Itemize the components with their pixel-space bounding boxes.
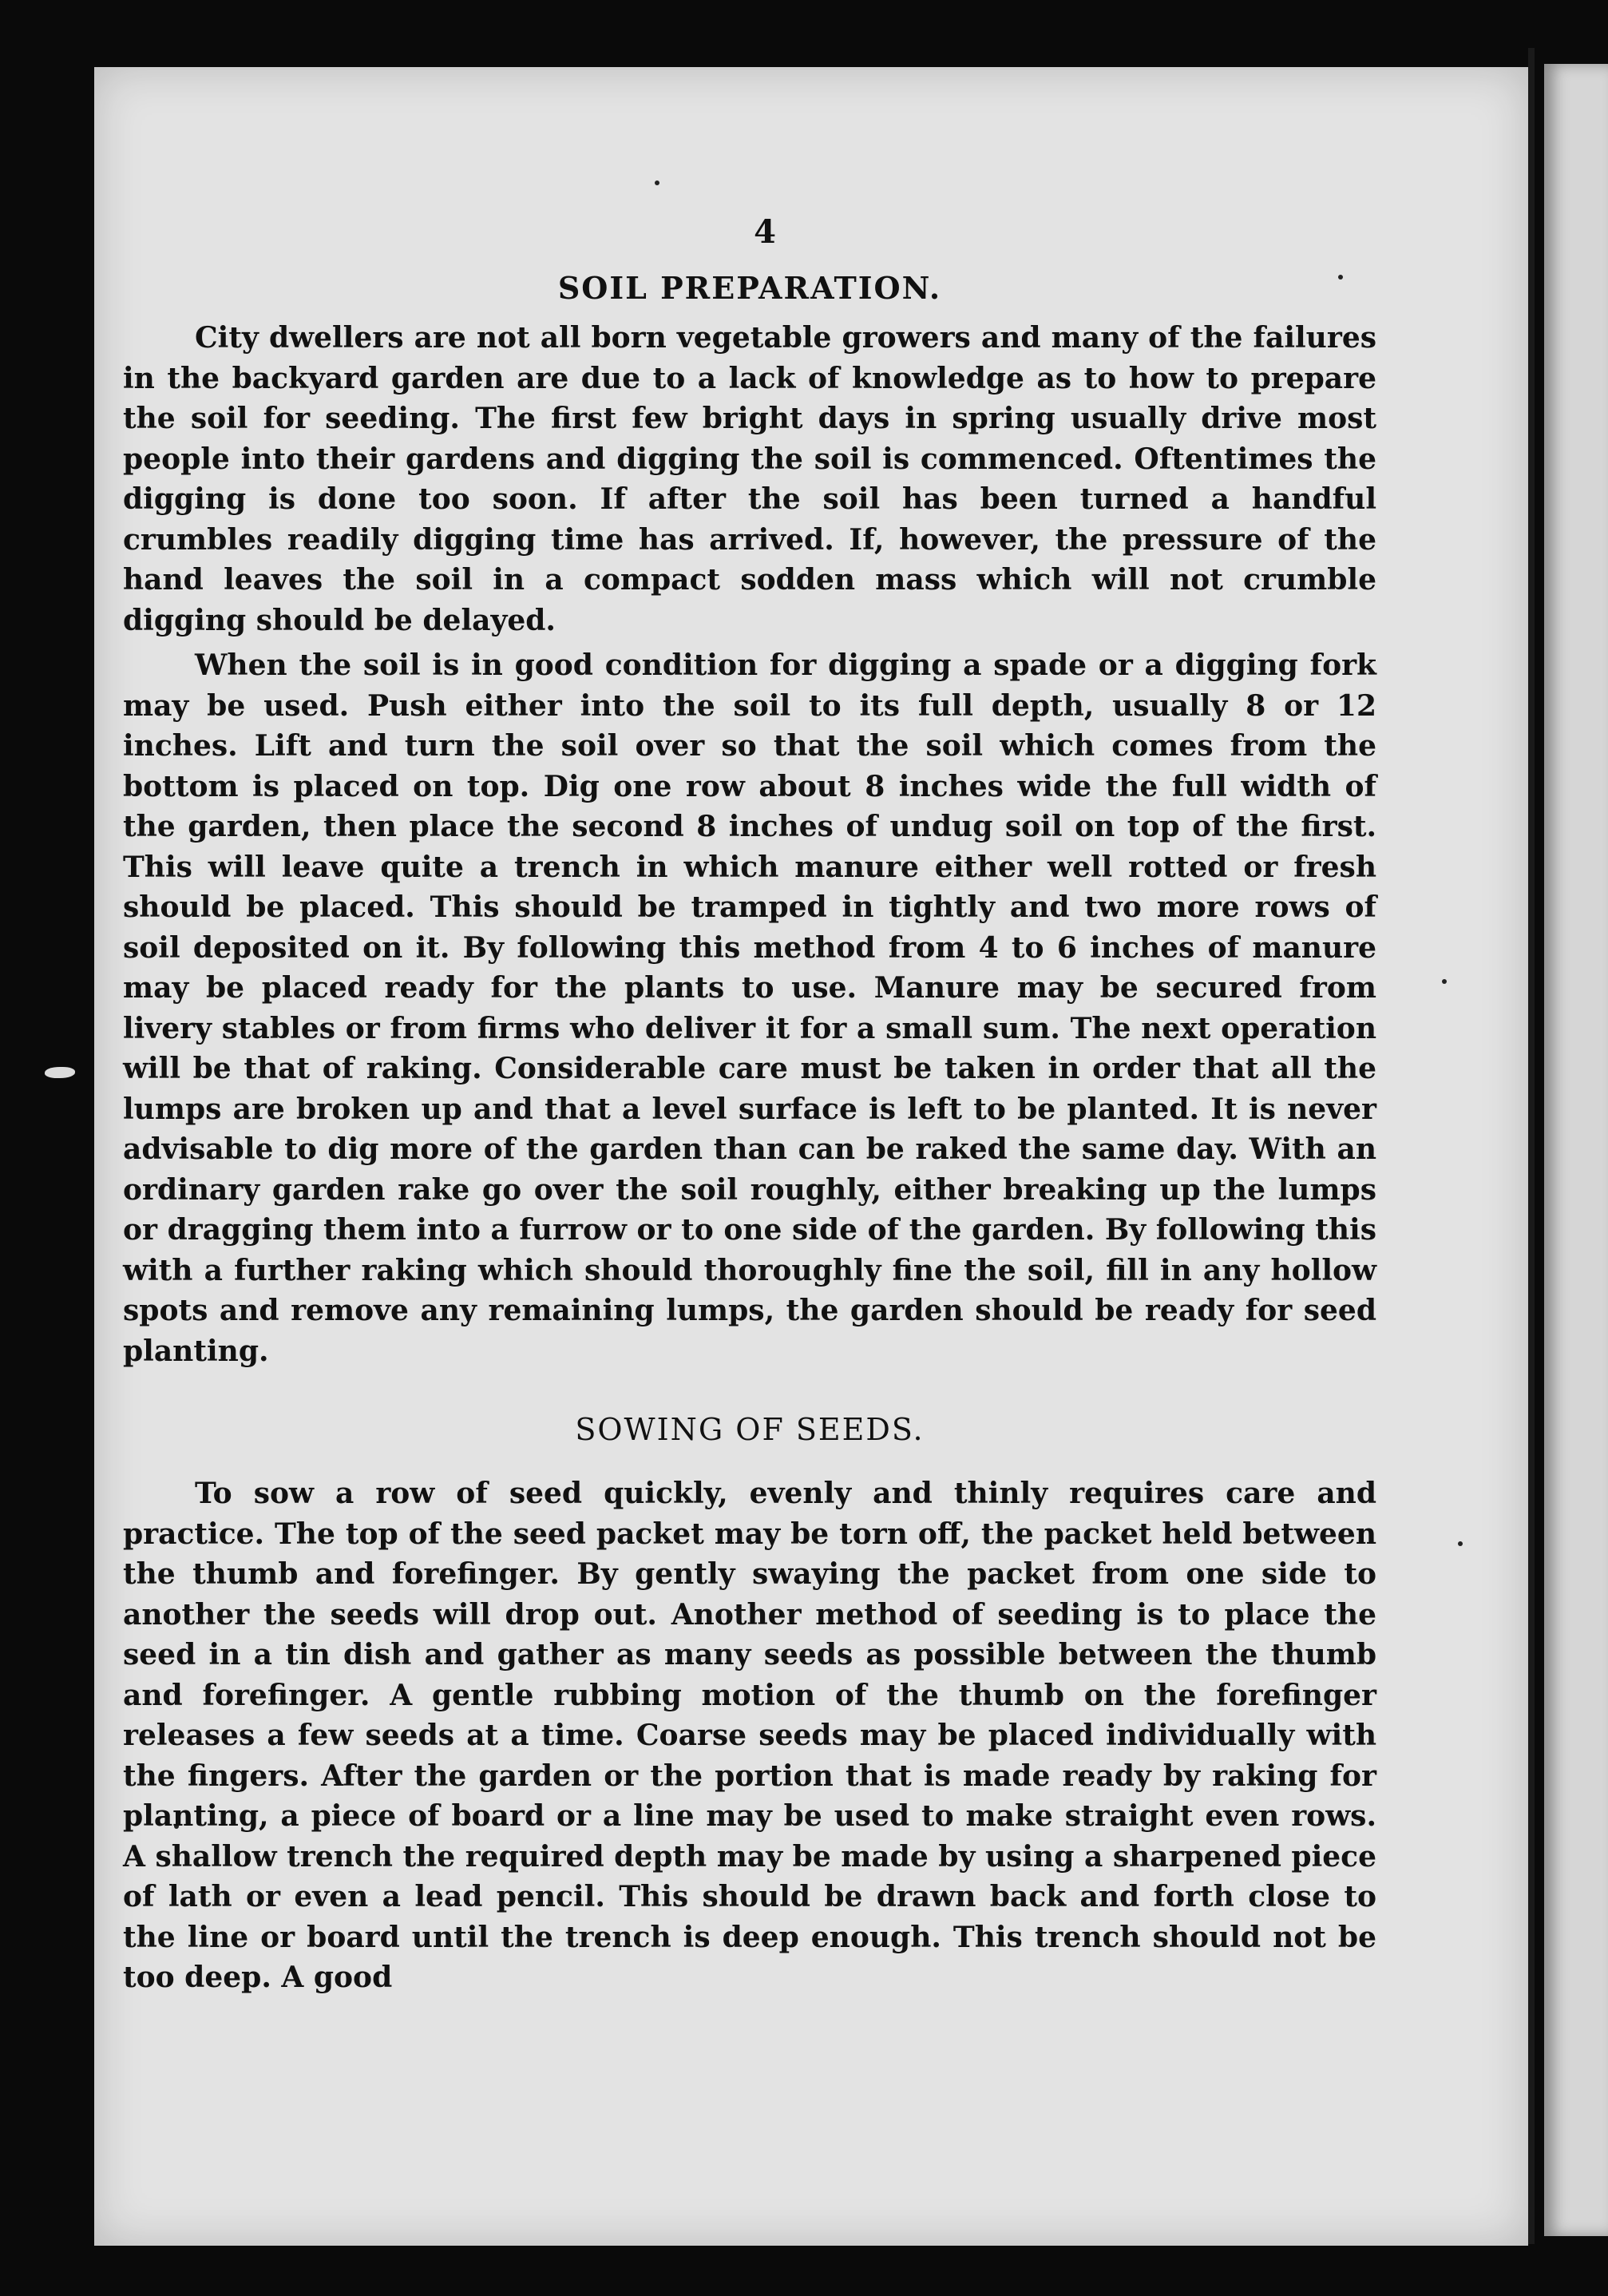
adjacent-page-edge [1544, 64, 1608, 2236]
section-heading-soil-preparation: SOIL PREPARATION. [557, 270, 942, 306]
paragraph: To sow a row of seed quickly, evenly and thinly requires care and practice. The top of the seed packet may be torn off, the packet held between the thumb and forefinger. By gently swaying the packet from one side to another the seeds will drop out. Another method of seeding is to place the seed in a tin dish and gather as many seeds as possible between the thumb and forefinger. A gentle rubbing motion of the thumb on the forefinger releases a few seeds at a time. Coarse seeds may be placed individually with the fingers. After the garden or the portion that is made ready by raking for planting, a piece of board or a line may be used to make straight even rows. A shallow trench the required depth may be made by using a sharpened piece of lath or even a lead pencil. This should be drawn back and forth close to the line or board until the trench is deep enough. This trench should not be too deep. A good [123, 1477, 1376, 1994]
scan-speck [1442, 979, 1447, 984]
scan-artifact [45, 1067, 75, 1078]
page-number: 4 [754, 213, 776, 251]
paragraph: City dwellers are not all born vegetable growers and many of the failures in the backyard garden are due to a lack of knowledge as to how to prepare the soil for seeding. The first few bright days in spring usually drive most people into their gardens and digging the soil is commenced. Oftentimes the digging is done too soon. If after the soil has been turned a handful crumbles readily digging time has arrived. If, however, the pressure of the hand leaves the soil in a compact sodden mass which will not crumble digging should be delayed. [123, 321, 1376, 637]
section-heading-sowing-of-seeds: SOWING OF SEEDS. [575, 1412, 925, 1447]
paragraph: When the soil is in good condition for digging a spade or a digging fork may be used. Push either into the soil to its full depth, usually 8 or 12 inches. Lift and turn the soil over so that the soil which comes from the bottom is placed on top. Dig one row about 8 inches wide the full width of the garden, then place the second 8 inches of undug soil on top of the first. This will leave quite a trench in which manure either well rotted or fresh should be placed. This should be tramped in tightly and two more rows of soil deposited on it. By following this method from 4 to 6 inches of manure may be placed ready for the plants to use. Manure may be secured from livery stables or from firms who deliver it for a small sum. The next operation will be that of raking. Considerable care must be taken in order that all the lumps are broken up and that a level surface is left to be planted. It is never advisable to dig more of the garden than can be raked the same day. With an ordinary garden rake go over the soil roughly, either breaking up the lumps or dragging them into a furrow or to one side of the garden. By following this with a further raking which should thoroughly fine the soil, fill in any hollow spots and remove any remaining lumps, the garden should be ready for seed planting. [123, 648, 1376, 1368]
page-gutter [1528, 48, 1535, 2244]
page-text [123, 136, 1376, 2003]
scan-speck [1458, 1541, 1463, 1546]
